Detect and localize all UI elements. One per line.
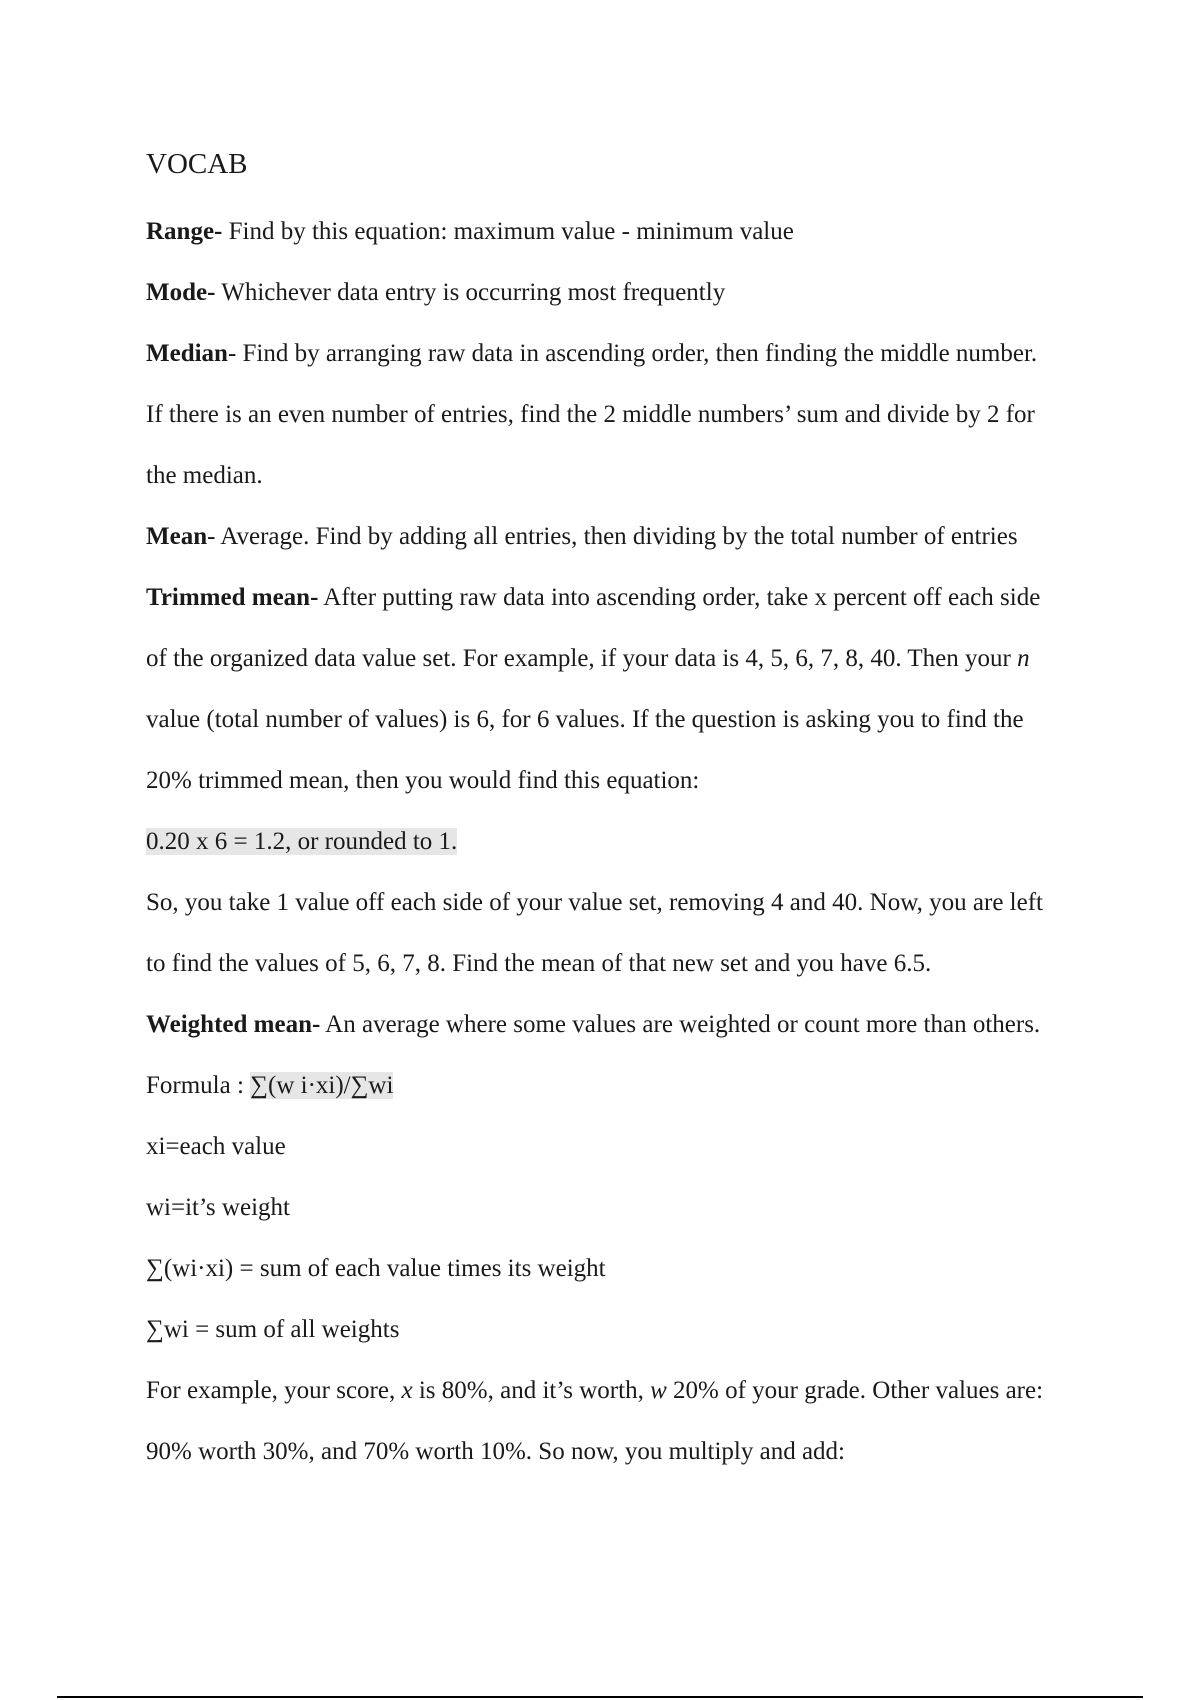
def-sum-w: ∑wi = sum of all weights: [146, 1316, 400, 1343]
range-text: Find by this equation: maximum value - minimum value: [222, 218, 794, 245]
weighted-mean-formula: ∑(w i·xi)/∑wi: [250, 1072, 394, 1099]
range-term: Range-: [146, 218, 223, 245]
example-text-c: 20% of your grade. Other values are:: [666, 1377, 1044, 1404]
trimmed-mean-line2-text: of the organized data value set. For example, if your data is 4, 5, 6, 7, 8, 40. Then your: [146, 645, 1018, 672]
median-term: Median: [146, 340, 228, 367]
trimmed-mean-definition: [146, 567, 1106, 628]
page-heading: VOCAB: [146, 148, 248, 180]
median-definition: [146, 323, 1106, 384]
mean-definition: [146, 506, 1106, 567]
def-wi: wi=it’s weight: [146, 1194, 290, 1221]
w-variable: w: [650, 1377, 667, 1404]
document-body: [146, 142, 1106, 1482]
trimmed-mean-text-line5: So, you take 1 value off each side of your value set, removing 4 and 40. Now, you are left: [146, 889, 1043, 916]
def-xi: xi=each value: [146, 1133, 286, 1160]
trimmed-mean-text-line6: to find the values of 5, 6, 7, 8. Find the mean of that new set and you have 6.5.: [146, 950, 932, 977]
trimmed-mean-equation-line: [146, 811, 1106, 872]
example-text-b: is 80%, and it’s worth,: [412, 1377, 651, 1404]
mode-definition: [146, 262, 1106, 323]
formula-line: [146, 1055, 1106, 1116]
trimmed-mean-text-line3: value (total number of values) is 6, for 6 values. If the question is asking you to find the: [146, 706, 1024, 733]
n-variable: n: [1017, 645, 1030, 672]
mean-text: - Average. Find by adding all entries, then dividing by the total number of entries: [207, 523, 1018, 550]
weighted-mean-text: An average where some values are weighted or count more than others.: [320, 1011, 1041, 1038]
example-line1: [146, 1360, 1106, 1421]
weighted-mean-definition: [146, 994, 1106, 1055]
trimmed-mean-text-line2: [146, 628, 1106, 689]
def-sum-wx: ∑(wi·xi) = sum of each value times its weight: [146, 1255, 606, 1282]
example-text-a: For example, your score,: [146, 1377, 402, 1404]
example-line2: 90% worth 30%, and 70% worth 10%. So now, you multiply and add:: [146, 1438, 845, 1465]
trimmed-mean-term: Trimmed mean-: [146, 584, 319, 611]
median-text-line3: the median.: [146, 462, 263, 489]
trimmed-mean-text-line1: After putting raw data into ascending order, take x percent off each side: [318, 584, 1041, 611]
median-text-line2: If there is an even number of entries, find the 2 middle numbers’ sum and divide by 2 for: [146, 401, 1035, 428]
trimmed-mean-text-line4: 20% trimmed mean, then you would find this equation:: [146, 767, 700, 794]
bottom-rule: [57, 1696, 1143, 1698]
mode-term: Mode-: [146, 279, 216, 306]
x-variable: x: [401, 1377, 413, 1404]
weighted-mean-term: Weighted mean-: [146, 1011, 321, 1038]
median-text-line1: - Find by arranging raw data in ascending order, then finding the middle number.: [227, 340, 1038, 367]
range-definition: [146, 201, 1106, 262]
formula-label: Formula :: [146, 1072, 251, 1099]
mean-term: Mean: [146, 523, 208, 550]
mode-text: Whichever data entry is occurring most frequently: [215, 279, 726, 306]
trimmed-mean-equation: 0.20 x 6 = 1.2, or rounded to 1.: [146, 828, 458, 855]
